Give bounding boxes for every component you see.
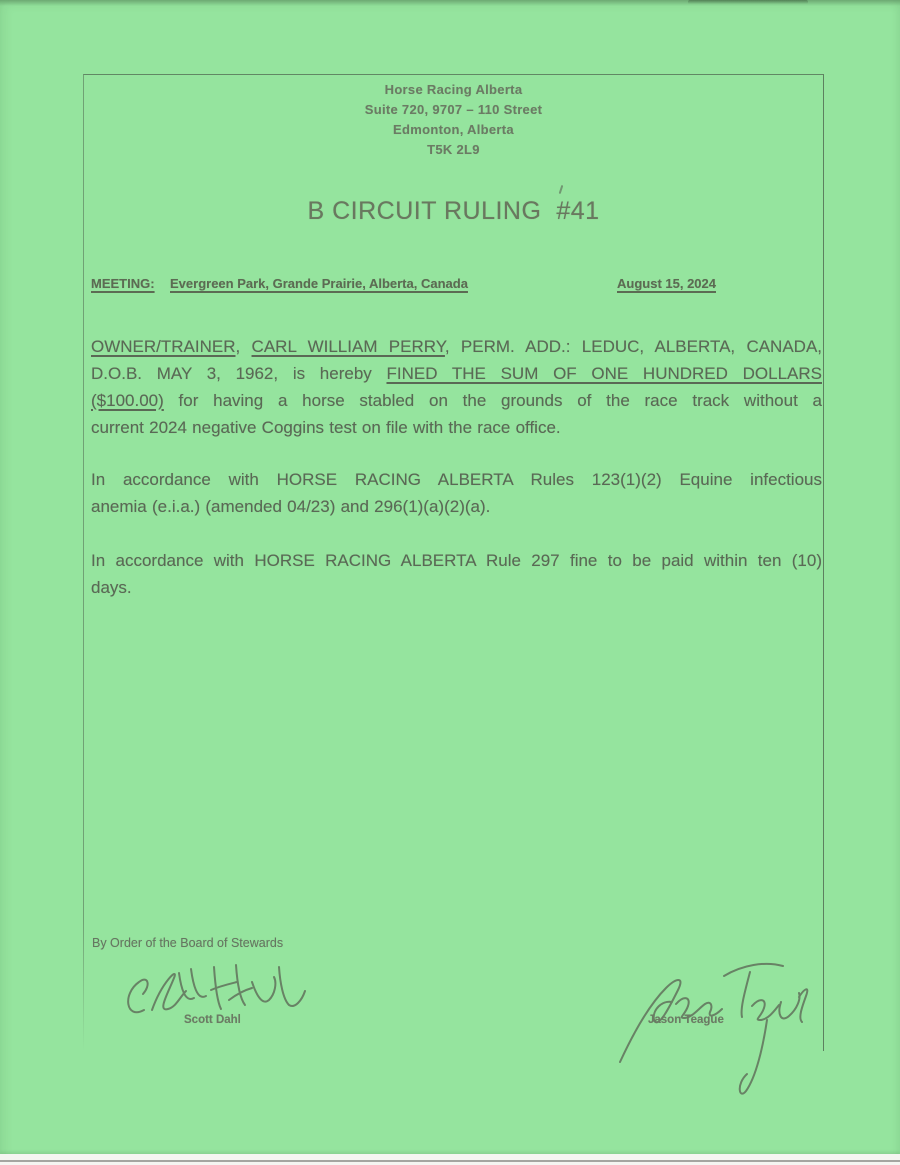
scan-bottom-line xyxy=(0,1160,900,1162)
licensee-name: CARL WILLIAM PERRY xyxy=(251,337,445,356)
fine-amount: ($100.00) xyxy=(91,391,164,410)
by-order-text: By Order of the Board of Stewards xyxy=(92,936,284,950)
ruling-line3-rest: for having a horse stabled on the grounds of the race track without a xyxy=(163,391,822,410)
rules-paragraph xyxy=(91,466,822,520)
letterhead-address: Suite 720, 9707 – 110 Street xyxy=(364,102,543,117)
meeting-location: Evergreen Park, Grande Prairie, Alberta, Canada xyxy=(170,276,468,291)
ruling-paragraph xyxy=(91,333,822,441)
fine-statement: FINED THE SUM OF ONE HUNDRED DOLLARS xyxy=(386,364,822,383)
rules-paragraph-line2: anemia (e.i.a.) (amended 04/23) and 296(1)(a)(2)(a). xyxy=(91,497,491,516)
scott-dahl-name: Scott Dahl xyxy=(184,1014,241,1026)
ruling-paragraph-line1 xyxy=(91,333,822,360)
meeting-date: August 15, 2024 xyxy=(617,276,716,291)
letterhead xyxy=(83,80,824,160)
payment-paragraph-line2: days. xyxy=(91,578,132,597)
scan-top-smudge xyxy=(688,0,808,4)
rules-paragraph-line1: In accordance with HORSE RACING ALBERTA Rules 123(1)(2) Equine infectious xyxy=(91,470,822,489)
ruling-paragraph-line2 xyxy=(91,360,822,387)
letterhead-city: Edmonton, Alberta xyxy=(393,122,514,137)
ruling-paragraph-line3 xyxy=(91,387,822,414)
letterhead-postal-code: T5K 2L9 xyxy=(427,142,480,157)
ruling-line2-lead: D.O.B. MAY 3, 1962, is hereby xyxy=(91,364,387,383)
jason-teague-signature xyxy=(610,950,815,1102)
jason-teague-name: Jason Teague xyxy=(648,1014,724,1026)
separator: , xyxy=(235,337,252,356)
payment-paragraph-line1: In accordance with HORSE RACING ALBERTA Rule 297 fine to be paid within ten (10) xyxy=(91,551,822,570)
letterhead-org-name: Horse Racing Alberta xyxy=(384,82,523,97)
ruling-line1-rest: , PERM. ADD.: LEDUC, ALBERTA, CANADA, xyxy=(444,337,823,356)
scan-bottom-edge xyxy=(0,1154,900,1165)
owner-trainer-label: OWNER/TRAINER xyxy=(91,337,236,356)
frame-left-fade xyxy=(83,921,85,1051)
ruling-title: B CIRCUIT RULING #41 xyxy=(307,197,600,225)
meeting-line xyxy=(91,276,822,296)
meeting-label: MEETING: xyxy=(91,276,155,291)
ruling-paragraph-line4: current 2024 negative Coggins test on file with the race office. xyxy=(91,418,561,437)
payment-paragraph xyxy=(91,547,822,601)
